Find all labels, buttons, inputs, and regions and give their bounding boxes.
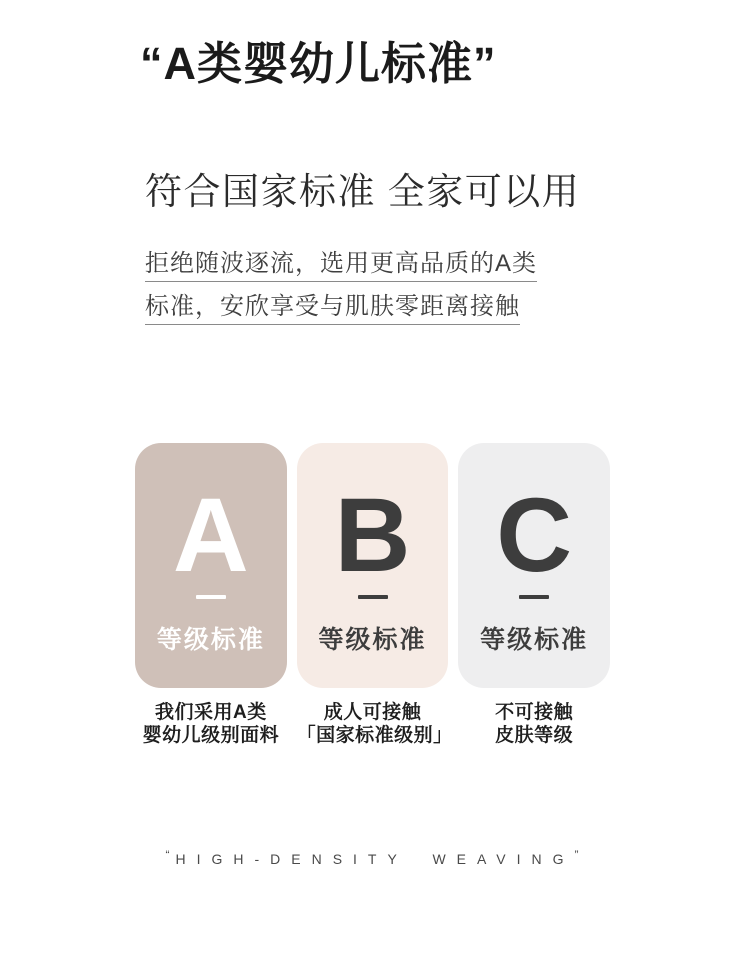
grade-descriptions-row	[135, 701, 610, 747]
slogan-label: HIGH-DENSITY WEAVING	[175, 851, 575, 867]
body-line-1: 拒绝随波逐流，选用更高品质的A类	[145, 249, 537, 279]
grade-label: 等级标准	[318, 626, 427, 654]
body-line-2: 标准，安欣享受与肌肤零距离接触	[145, 292, 537, 322]
grade-label: 等级标准	[156, 626, 265, 654]
grade-letter-c: C	[496, 477, 573, 594]
grade-label: 等级标准	[480, 626, 589, 654]
subtitle: 符合国家标准 全家可以用	[145, 171, 581, 212]
grade-card-a	[135, 443, 287, 688]
grade-card-c	[458, 443, 610, 688]
slogan-text	[0, 848, 750, 867]
dash-divider	[519, 595, 549, 599]
grade-desc-c: 不可接触 皮肤等级	[495, 702, 574, 746]
grade-letter-b: B	[334, 477, 411, 594]
page-title: “A类婴幼儿标准”	[140, 38, 497, 89]
close-quote: ”	[574, 848, 585, 862]
grade-letter-a: A	[172, 477, 249, 594]
open-quote: “	[165, 848, 176, 862]
body-paragraph	[145, 249, 537, 335]
dash-divider	[358, 595, 388, 599]
grade-desc-a: 我们采用A类 婴幼儿级别面料	[142, 702, 280, 746]
dash-divider	[196, 595, 226, 599]
grade-desc-b: 成人可接触 「国家标准级别」	[296, 702, 453, 746]
grade-cards-row	[135, 443, 610, 688]
grade-card-b	[297, 443, 449, 688]
